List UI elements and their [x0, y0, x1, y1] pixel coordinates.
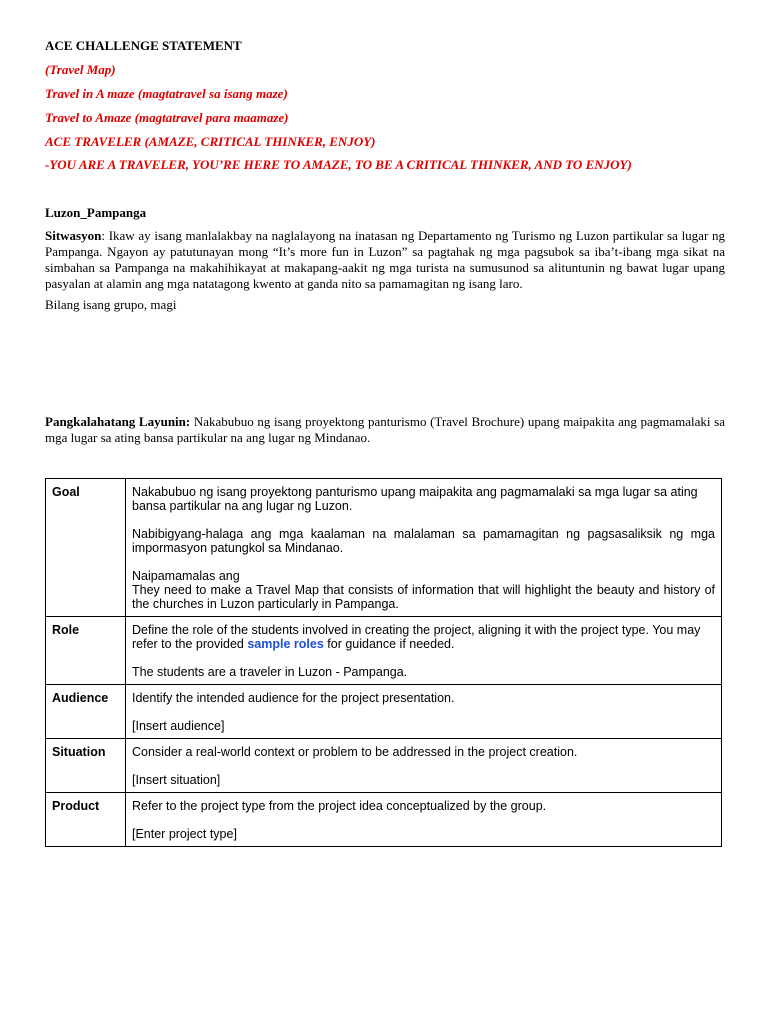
red-line-travel-in-maze: Travel in A maze (magtatravel sa isang maze) — [45, 86, 288, 101]
audience-content — [126, 685, 722, 739]
red-line-travel-to-amaze: Travel to Amaze (magtatravel para maamaze) — [45, 110, 289, 125]
group-line: Bilang isang grupo, magi — [45, 297, 177, 312]
role-text-before-link: Define the role of the students involved in creating the project, aligning it with the project type. You may refer to the provided — [132, 623, 701, 651]
document-title: ACE CHALLENGE STATEMENT — [45, 38, 242, 53]
role-content — [126, 617, 722, 685]
table-row-goal — [46, 479, 722, 617]
objective-text: Nakabubuo ng isang proyektong panturismo (Travel Brochure) upang maipakita ang pagmamalaki sa mga lugar sa ating bansa partikular na ang lugar ng Mindanao. — [45, 414, 725, 445]
situation-content — [126, 739, 722, 793]
situation-label: Sitwasyon — [45, 228, 102, 243]
table-row-audience — [46, 685, 722, 739]
role-paragraph-2: The students are a traveler in Luzon - Pampanga. — [132, 665, 408, 679]
red-line-travel-map: (Travel Map) — [45, 62, 116, 77]
product-content — [126, 793, 722, 847]
red-line-ace-traveler: ACE TRAVELER (AMAZE, CRITICAL THINKER, ENJOY) — [45, 134, 376, 149]
red-line-you-are-a-traveler: -YOU ARE A TRAVELER, YOU’RE HERE TO AMAZE, TO BE A CRITICAL THINKER, AND TO ENJOY) — [45, 157, 632, 172]
goal-paragraph-1: Nakabubuo ng isang proyektong panturismo upang maipakita ang pagmamalaki sa mga lugar sa ating bansa partikular na ang lugar ng Luzon. — [132, 485, 698, 513]
situation-text: : Ikaw ay isang manlalakbay na naglalayong na inatasan ng Departamento ng Turismo ng Luzon partikular sa lugar ng Pampanga. Ngayon ay patutunayan mong “It’s more fun in Luzon” sa pagtahak ng mga pagsubok sa iba’t-ibang mga sikat na simbahan sa Pampanga na makahihikayat at makapang-aakit ng mga turista na sumusunod sa alituntunin ng bawat lugar upang pasyalan at alamin ang mga natatagong kwento at ganda nito sa pamamagitan ng isang laro. — [45, 228, 725, 291]
table-row-situation — [46, 739, 722, 793]
role-label: Role — [46, 617, 126, 685]
product-paragraph-1: Refer to the project type from the project idea conceptualized by the group. — [132, 799, 547, 813]
goal-content — [126, 479, 722, 617]
goal-paragraph-3b: They need to make a Travel Map that consists of information that will highlight the beauty and history of the churches in Luzon particularly in Pampanga. — [132, 583, 715, 611]
location-heading: Luzon_Pampanga — [45, 205, 147, 220]
situation-row-label: Situation — [46, 739, 126, 793]
goal-paragraph-3a: Naipamamalas ang — [132, 569, 240, 583]
audience-paragraph-1: Identify the intended audience for the project presentation. — [132, 691, 455, 705]
goal-paragraph-2: Nabibigyang-halaga ang mga kaalaman na malalaman sa pamamagitan ng pagsasaliksik ng mga impormasyon patungkol sa Mindanao. — [132, 527, 715, 555]
sample-roles-link[interactable]: sample roles — [247, 637, 324, 651]
audience-label: Audience — [46, 685, 126, 739]
objective-paragraph — [45, 414, 725, 446]
product-label: Product — [46, 793, 126, 847]
situation-placeholder: [Insert situation] — [132, 773, 221, 787]
table-row-product — [46, 793, 722, 847]
table-row-role — [46, 617, 722, 685]
situation-paragraph — [45, 228, 725, 292]
product-placeholder: [Enter project type] — [132, 827, 237, 841]
objective-label: Pangkalahatang Layunin: — [45, 414, 191, 429]
goal-label: Goal — [46, 479, 126, 617]
audience-placeholder: [Insert audience] — [132, 719, 225, 733]
role-text-after-link: for guidance if needed. — [323, 637, 455, 651]
grasps-table — [45, 478, 722, 847]
situation-row-paragraph-1: Consider a real-world context or problem to be addressed in the project creation. — [132, 745, 578, 759]
role-paragraph-1 — [132, 623, 715, 651]
